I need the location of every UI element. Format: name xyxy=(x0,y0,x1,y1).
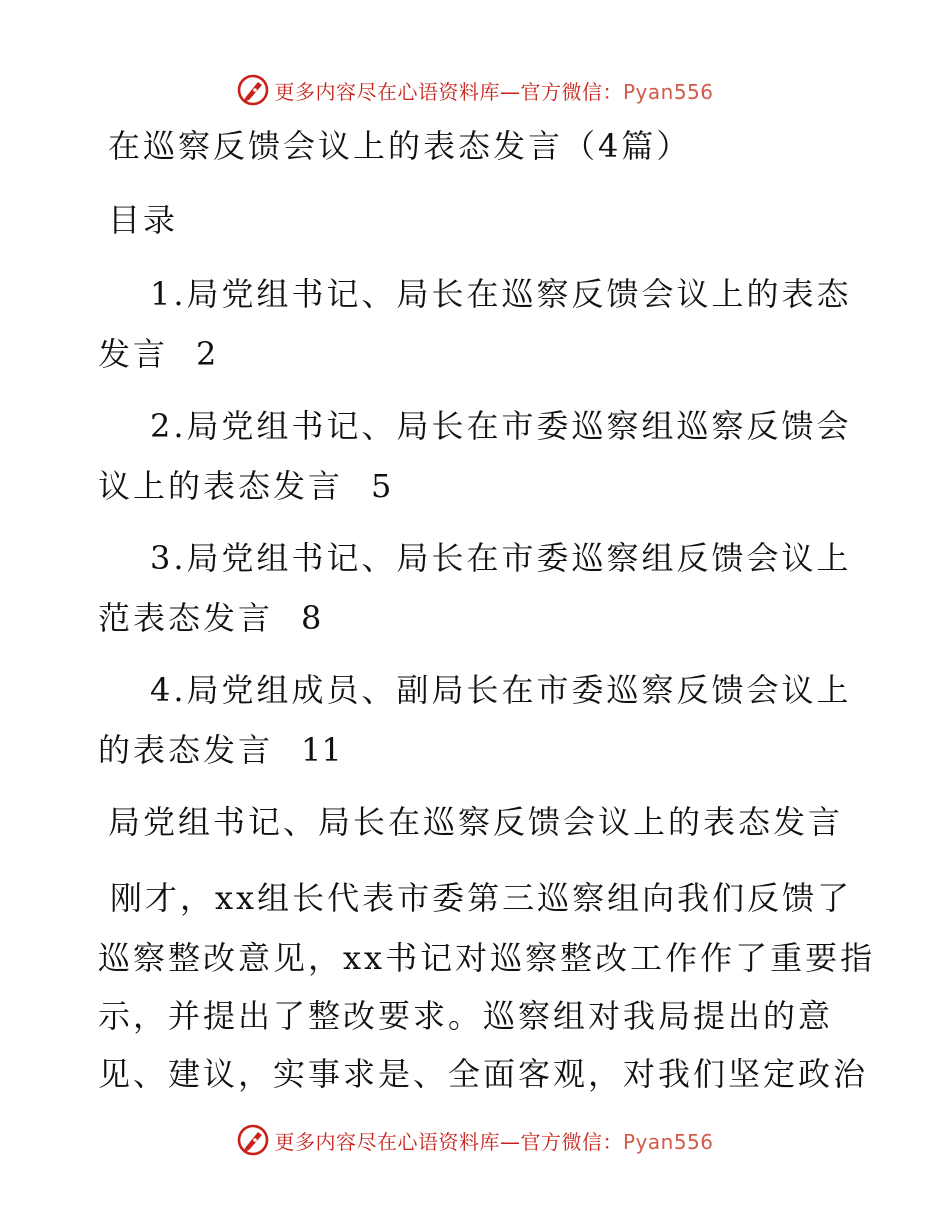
document-title: 在巡察反馈会议上的表态发言（4篇） xyxy=(108,127,692,165)
toc-item-2-line2: 议上的表态发言 5 xyxy=(98,467,392,505)
body-line-2: 巡察整改意见，xx书记对巡察整改工作作了重要指 xyxy=(98,939,876,977)
banner-account: Pyan556 xyxy=(622,79,714,104)
banner-content xyxy=(236,1123,713,1157)
pen-nib-logo-icon xyxy=(236,1123,270,1157)
header-banner xyxy=(0,72,950,108)
toc-item-1-page: 2 xyxy=(196,335,217,373)
footer-banner xyxy=(0,1122,950,1158)
toc-heading: 目录 xyxy=(108,201,179,239)
toc-item-1-line2: 发言 2 xyxy=(98,335,217,373)
banner-account: Pyan556 xyxy=(622,1129,714,1154)
section-heading: 局党组书记、局长在巡察反馈会议上的表态发言 xyxy=(108,803,844,841)
toc-item-3-line1: 3.局党组书记、局长在市委巡察组反馈会议上 xyxy=(150,539,852,577)
body-line-1: 刚才，xx组长代表市委第三巡察组向我们反馈了 xyxy=(110,879,853,917)
toc-item-4-page: 11 xyxy=(301,731,342,769)
toc-item-3-line2: 范表态发言 8 xyxy=(98,599,322,637)
toc-item-2-line1: 2.局党组书记、局长在市委巡察组巡察反馈会 xyxy=(150,407,852,445)
body-line-3: 示，并提出了整改要求。巡察组对我局提出的意 xyxy=(98,997,834,1035)
banner-text: 更多内容尽在心语资料库—官方微信：Pyan556 xyxy=(274,79,714,104)
toc-item-4-line1: 4.局党组成员、副局长在市委巡察反馈会议上 xyxy=(150,671,852,709)
pen-nib-logo-icon xyxy=(236,73,270,107)
toc-item-3-page: 8 xyxy=(301,599,322,637)
banner-text: 更多内容尽在心语资料库—官方微信：Pyan556 xyxy=(274,1129,714,1154)
banner-content xyxy=(236,73,713,107)
toc-item-2-page: 5 xyxy=(371,467,392,505)
toc-item-1-line1: 1.局党组书记、局长在巡察反馈会议上的表态 xyxy=(150,275,852,313)
body-line-4: 见、建议，实事求是、全面客观，对我们坚定政治 xyxy=(98,1055,869,1093)
toc-item-4-line2: 的表态发言 11 xyxy=(98,731,342,769)
